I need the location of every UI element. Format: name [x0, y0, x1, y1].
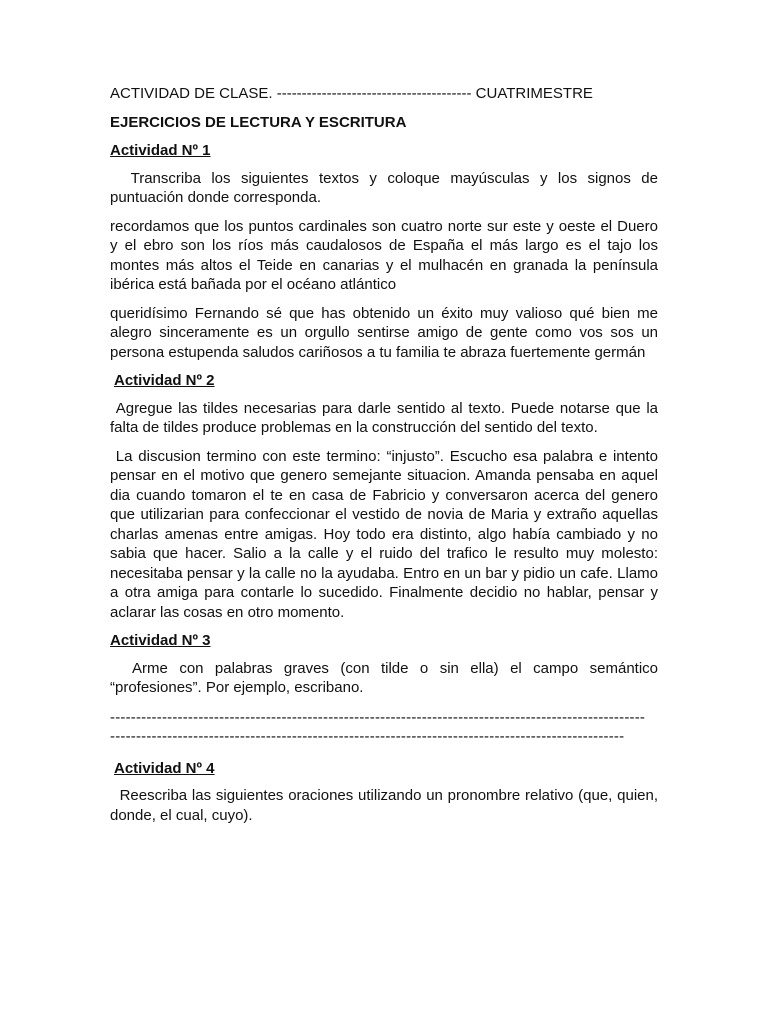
activity-3-heading: Actividad Nº 3	[110, 632, 211, 649]
document-title: EJERCICIOS DE LECTURA Y ESCRITURA	[110, 113, 407, 131]
activity-1-text-1: recordamos que los puntos cardinales son cuatro norte sur este y oeste el Duero y el ebro son los ríos más caudalosos de España el más largo es el tajo los montes más altos el Teide en canarias y el mulhacén en granada la península ibérica está bañada por el océano atlántico	[110, 217, 658, 293]
activity-2-text: La discusion termino con este termino: “injusto”. Escucho esa palabra e intento pensar en el motivo que genero semejante situacion. Amanda pensaba en aquel dia cuando tomaron el te en casa de Fabricio y conversaron acerca del genero que utilizarian para confeccionar el vestido de novia de Maria y extraño aquellas charlas amenas entre amigas. Hoy todo era distinto, algo había cambiado y no sabia que hacer. Salio a la calle y el ruido del trafico le resulto muy molesto: necesitaba pensar y la calle no la ayudaba. Entro en un bar y pidio un cafe. Llamo a otra amiga para contarle lo sucedido. Finalmente decidio no hablar, pensar y aclarar las cosas en otro momento.	[110, 447, 659, 621]
answer-line-2: ---------------------------------------------------------------------------------------------------	[110, 728, 625, 745]
header-line: ACTIVIDAD DE CLASE. --------------------------------------- CUATRIMESTRE	[110, 85, 593, 102]
activity-2-heading: Actividad Nº 2	[114, 372, 215, 389]
answer-lines	[110, 708, 658, 747]
activity-1-heading: Actividad Nº 1	[110, 142, 211, 159]
document-page	[110, 84, 658, 834]
activity-1-text-2: queridísimo Fernando sé que has obtenido un éxito muy valioso qué bien me alegro sinceramente es un orgullo sentirse amigo de gente como vos sos un persona estupenda saludos cariñosos a tu familia te abraza fuertemente germán	[110, 304, 658, 361]
activity-4-heading: Actividad Nº 4	[114, 759, 215, 777]
activity-2-instruction: Agregue las tildes necesarias para darle sentido al texto. Puede notarse que la falta de tildes produce problemas en la construcción del sentido del texto.	[110, 399, 658, 436]
activity-4-instruction: Reescriba las siguientes oraciones utilizando un pronombre relativo (que, quien, donde, el cual, cuyo).	[110, 787, 659, 824]
activity-3-instruction: Arme con palabras graves (con tilde o sin ella) el campo semántico “profesiones”. Por ejemplo, escribano.	[110, 659, 659, 696]
activity-1-instruction: Transcriba los siguientes textos y coloque mayúsculas y los signos de puntuación donde corresponda.	[110, 169, 658, 206]
answer-line-1: -------------------------------------------------------------------------------------------------------	[110, 708, 646, 726]
